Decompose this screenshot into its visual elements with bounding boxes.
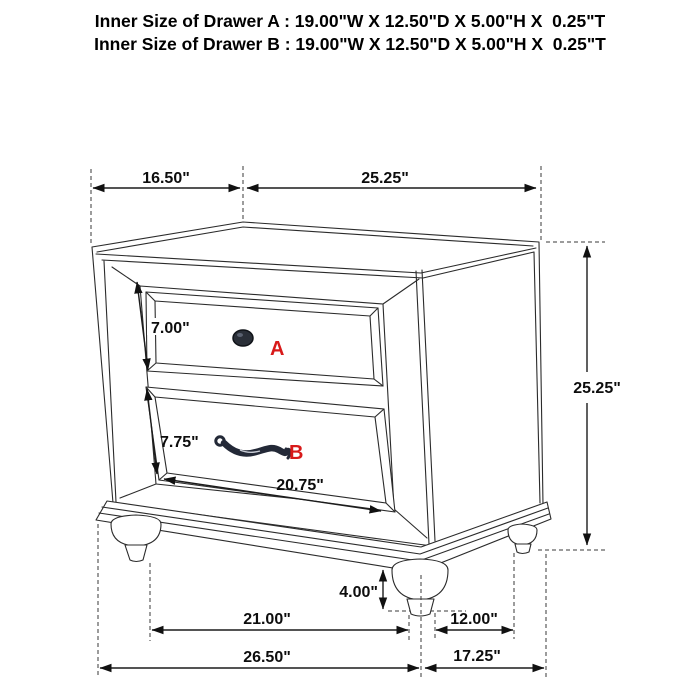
- drawer-a-size-text: Inner Size of Drawer A : 19.00"W X 12.50"D X 5.00"H X 0.25"T: [94, 11, 606, 31]
- dim-label-overall-depth: 17.25": [453, 648, 501, 665]
- dim-overall-width: [100, 649, 419, 668]
- dim-top-depth: [247, 170, 536, 188]
- front-left-foot: [111, 515, 161, 562]
- dim-label-drawer-b-height: 7.75": [160, 434, 199, 451]
- dim-label-drawer-b-width: 20.75": [276, 477, 324, 494]
- rear-right-foot-bun: [508, 524, 537, 545]
- dim-foot-height: [339, 570, 383, 609]
- dim-front-leg-span: [152, 611, 408, 630]
- dim-label-front-leg-span: 21.00": [243, 611, 291, 628]
- drawer-a-label: A: [270, 338, 285, 360]
- dim-label-overall-height: 25.25": [573, 380, 621, 397]
- dim-label-side-leg-span: 12.00": [450, 611, 498, 628]
- drawer-a-knob-highlight: [237, 333, 243, 337]
- dim-overall-height: [573, 246, 621, 545]
- dim-label-top-depth: 25.25": [361, 170, 409, 187]
- drawer-b-label: B: [289, 442, 304, 464]
- rear-right-foot: [508, 524, 537, 554]
- front-center-foot-bun: [392, 559, 448, 600]
- dim-top-left-width: [93, 170, 240, 188]
- drawer-a: [146, 292, 383, 386]
- drawer-b-size-text: Inner Size of Drawer B : 19.00"W X 12.50"D X 5.00"H X 0.25"T: [94, 34, 606, 54]
- front-left-foot-base: [125, 545, 147, 562]
- dim-label-overall-width: 26.50": [243, 649, 291, 666]
- drawer-a-knob: [233, 330, 253, 346]
- front-left-foot-bun: [111, 515, 161, 546]
- dim-label-foot-height: 4.00": [339, 584, 378, 601]
- dim-label-drawer-a-height: 7.00": [151, 320, 190, 337]
- rear-right-foot-base: [515, 544, 531, 554]
- drawer-a-front: [146, 292, 383, 386]
- dim-label-top-left-width: 16.50": [142, 170, 190, 187]
- front-center-foot: [392, 559, 448, 616]
- dim-overall-depth: [425, 648, 544, 668]
- dim-side-leg-span: [436, 611, 513, 630]
